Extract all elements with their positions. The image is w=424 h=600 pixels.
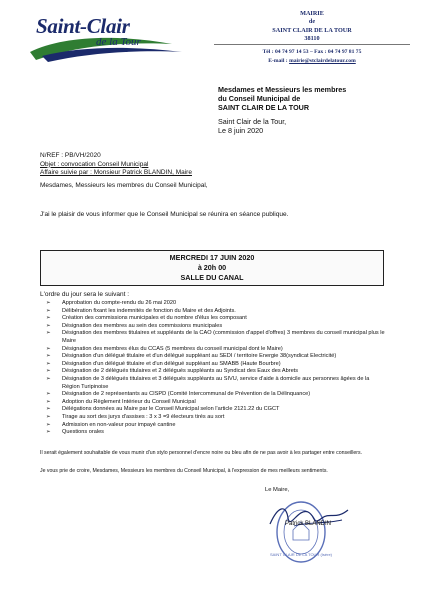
place: Saint Clair de la Tour, bbox=[218, 117, 287, 126]
contact-email-link[interactable]: mairie@stclairdelatour.com bbox=[289, 57, 356, 64]
logo-subtitle: de la Tour bbox=[96, 36, 141, 48]
agenda-item: ➢ Création des commissions municipales et du nombre d'élus les composant bbox=[46, 315, 247, 322]
agenda-item: ➢ Questions orales bbox=[46, 429, 104, 436]
agenda-item: ➢ Désignation d'un délégué titulaire et d'un délégué suppléant au SEDI / territoire Energie 38(syndicat Electricité) bbox=[46, 353, 337, 360]
arrow-bullet-icon: ➢ bbox=[46, 391, 51, 398]
agenda-intro: L'ordre du jour sera le suivant : bbox=[40, 291, 130, 298]
mairie-line: MAIRIE bbox=[300, 10, 324, 17]
stamp-text: SAINT CLAIR DE LA TOUR (Isère) bbox=[269, 552, 333, 557]
mairie-line: SAINT CLAIR DE LA TOUR bbox=[272, 26, 352, 34]
agenda-item: ➢ Désignation des membres au sein des commissions municipales bbox=[46, 322, 223, 329]
contact-block bbox=[212, 48, 412, 65]
agenda-item: ➢ Tirage au sort des jurys d'assises : 3 x 3 =9 électeurs tirés au sort bbox=[46, 413, 225, 420]
agenda-item: ➢ Désignation de 2 délégués titulaires et 2 délégués suppléants au Syndicat des Eaux des Abrets bbox=[46, 368, 299, 375]
signature-title: Le Maire, bbox=[265, 487, 290, 493]
agenda-item: ➢ Admission en non-valeur pour impayé cantine bbox=[46, 421, 176, 428]
agenda-item: ➢ Désignation des membres titulaires et suppléants de la CAO (commission d'appel d'offres) 3 membres du conseil municipal plus le Maire bbox=[46, 330, 385, 344]
arrow-bullet-icon: ➢ bbox=[46, 300, 51, 306]
arrow-bullet-icon: ➢ bbox=[46, 307, 51, 314]
arrow-bullet-icon: ➢ bbox=[46, 360, 51, 367]
agenda-item: ➢ Désignation d'un délégué titulaire et d'un délégué suppléant au SMABB (Haute Bourbre) bbox=[46, 360, 281, 367]
agenda-item: ➢ Désignation des membres élus du CCAS (5 membres du conseil municipal dont le Maire) bbox=[46, 345, 283, 352]
mairie-address bbox=[212, 10, 412, 43]
reference-nref: N/REF : PB/VH/2020 bbox=[40, 152, 101, 159]
arrow-bullet-icon: ➢ bbox=[46, 421, 51, 428]
reference-objet: Objet : convocation Conseil Municipal bbox=[40, 160, 149, 168]
agenda-item: ➢ Adoption du Règlement Intérieur du Conseil Municipal bbox=[46, 398, 196, 405]
agenda-list bbox=[46, 300, 386, 437]
agenda-item: ➢ Délégations données au Maire par le Conseil Municipal selon l'article 2121.22 du CGCT bbox=[46, 406, 280, 413]
arrow-bullet-icon: ➢ bbox=[46, 413, 51, 420]
agenda-item: ➢ Désignation de 2 représentants au CISPD (Comité Intercommunal de Prévention de la Délinquance) bbox=[46, 391, 311, 398]
arrow-bullet-icon: ➢ bbox=[46, 406, 51, 413]
arrow-bullet-icon: ➢ bbox=[46, 368, 51, 375]
mairie-line: 38110 bbox=[304, 34, 320, 42]
intro-paragraph: J'ai le plaisir de vous informer que le Conseil Municipal se réunira en séance publique. bbox=[40, 211, 289, 218]
reference-block bbox=[40, 152, 192, 178]
arrow-bullet-icon: ➢ bbox=[46, 345, 51, 352]
meeting-location: SALLE DU CANAL bbox=[180, 273, 244, 282]
arrow-bullet-icon: ➢ bbox=[46, 330, 51, 337]
meeting-date: MERCREDI 17 JUIN 2020 bbox=[169, 253, 255, 262]
salutation: Mesdames, Messieurs les membres du Conseil Municipal, bbox=[40, 182, 208, 189]
agenda-item: ➢ Délibération fixant les indemnités de fonction du Maire et des Adjoints. bbox=[46, 307, 236, 314]
addressee-line: du Conseil Municipal de bbox=[218, 94, 301, 104]
agenda-item: ➢ Désignation de 3 délégués titulaires et 3 délégués suppléants au SIVU, service d'aide à domicile aux personnes âgées de la Région Turipinoise bbox=[46, 375, 370, 390]
arrow-bullet-icon: ➢ bbox=[46, 375, 51, 382]
header-divider bbox=[214, 44, 410, 45]
note-paragraph: Il serait également souhaitable de vous munir d'un stylo personnel d'encre noire ou bleu afin de ne pas avoir à les partager entre conseillers. bbox=[40, 450, 363, 456]
arrow-bullet-icon: ➢ bbox=[46, 353, 51, 360]
addressee-line: Mesdames et Messieurs les membres bbox=[218, 85, 347, 94]
date: Le 8 juin 2020 bbox=[218, 126, 264, 136]
meeting-time: à 20h 00 bbox=[197, 263, 227, 272]
place-date bbox=[218, 117, 286, 135]
arrow-bullet-icon: ➢ bbox=[46, 429, 51, 436]
reference-affaire: Affaire suivie par : Monsieur Patrick BLANDIN, Maire bbox=[40, 169, 192, 177]
closing-paragraph: Je vous prie de croire, Mesdames, Messieurs les membres du Conseil Municipal, à l'expression de mes meilleurs sentiments. bbox=[40, 468, 328, 474]
contact-email-prefix: E-mail : bbox=[268, 57, 290, 64]
agenda-item: ➢ Approbation du compte-rendu du 26 mai 2020 bbox=[46, 300, 177, 306]
contact-email-line bbox=[212, 57, 412, 66]
arrow-bullet-icon: ➢ bbox=[46, 398, 51, 405]
addressee bbox=[218, 85, 408, 113]
mairie-line: de bbox=[308, 18, 316, 26]
arrow-bullet-icon: ➢ bbox=[46, 322, 51, 329]
addressee-line: SAINT CLAIR DE LA TOUR bbox=[218, 103, 310, 113]
contact-phone: Tél : 04 74 97 14 53 – Fax : 04 74 97 81 75 bbox=[262, 49, 362, 55]
arrow-bullet-icon: ➢ bbox=[46, 315, 51, 322]
meeting-box bbox=[40, 250, 384, 286]
logo-title: Saint-Clair bbox=[36, 14, 130, 38]
signature-name: Patrick BLANDIN bbox=[285, 521, 332, 527]
handwritten-signature bbox=[264, 500, 354, 534]
